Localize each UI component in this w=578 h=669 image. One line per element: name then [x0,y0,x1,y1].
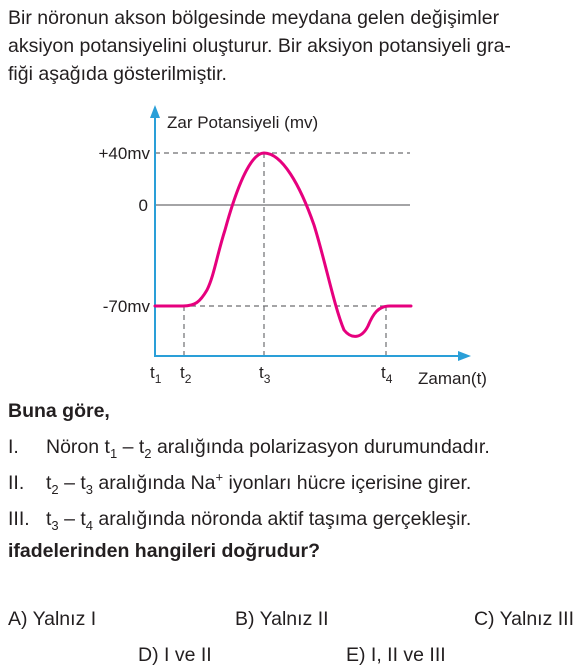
x-tick-t4: $t_4$ [381,363,393,386]
intro-line-2: aksiyon potansiyelini oluşturur. Bir aksiyon potansiyeli gra- [8,35,511,57]
y-tick-plus40: +40mv [98,144,150,163]
option-a[interactable]: A) Yalnız I [8,608,97,630]
intro-line-1: Bir nöronun akson bölgesinde meydana gelen değişimler [8,7,500,29]
y-tick-minus70: -70mv [102,297,150,316]
statement-3-text: $t_3 - t_4$ aralığında nöronda aktif taşıma gerçekleşir. [46,508,472,533]
y-tick-zero: 0 [138,196,148,215]
intro-line-3: fiği aşağıda gösterilmiştir. [8,63,227,85]
statement-1-number: I. [8,436,19,458]
x-tick-t2: $t_2$ [180,363,192,386]
question-lead: Buna göre, [8,400,110,422]
x-tick-t1: $t_1$ [150,363,162,386]
x-axis-arrow-icon [458,351,471,361]
statement-3-number: III. [8,508,30,530]
option-e[interactable]: E) I, II ve III [346,644,446,666]
statement-2-number: II. [8,472,25,494]
y-axis-arrow-icon [150,105,160,118]
option-d[interactable]: D) I ve II [138,644,212,666]
option-b[interactable]: B) Yalnız II [235,608,329,630]
x-tick-t3: $t_3$ [259,363,271,386]
membrane-potential-curve [155,153,411,336]
x-axis-label: Zaman(t) [418,369,487,388]
statement-2-text: $t_2 - t_3$ aralığında Na+ iyonları hücre içerisine girer. [46,469,472,497]
option-c[interactable]: C) Yalnız III [473,608,574,630]
y-axis-label: Zar Potansiyeli (mv) [167,113,319,132]
statement-1-text: Nöron $t_1 - t_2$ aralığında polarizasyon durumundadır. [46,436,490,461]
question-ask: ifadelerinden hangileri doğrudur? [8,540,321,562]
